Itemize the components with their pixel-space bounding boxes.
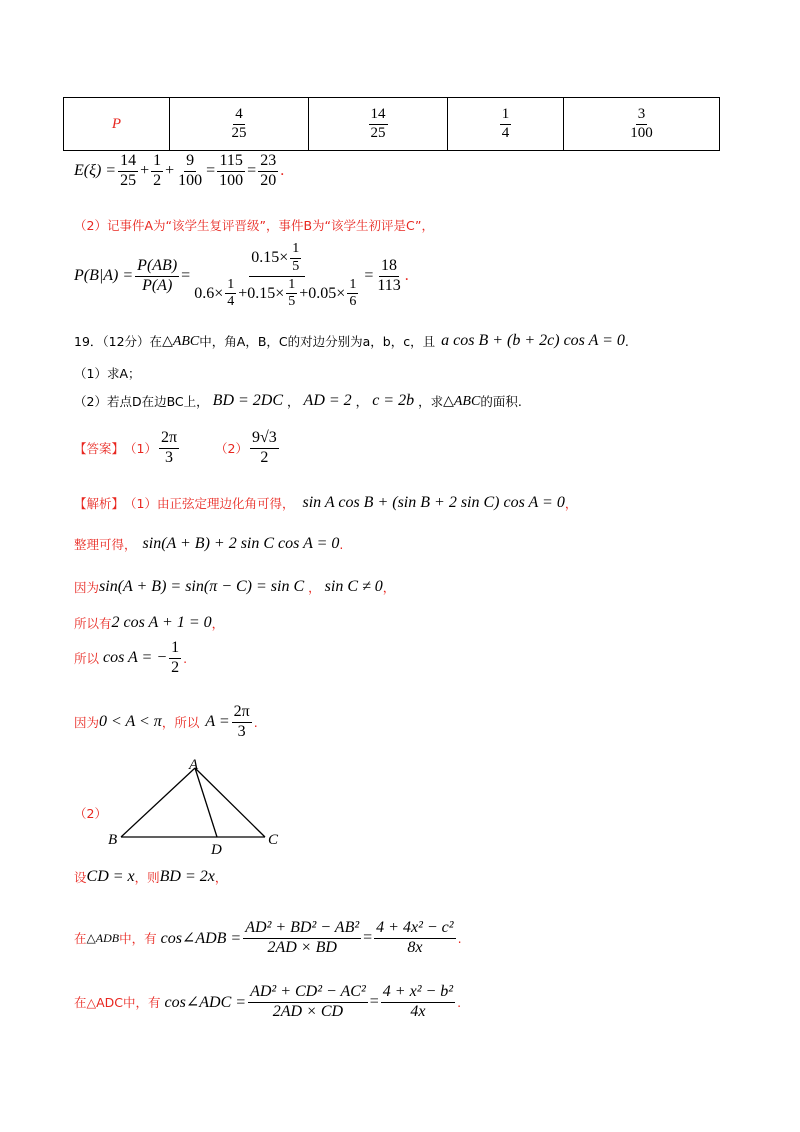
vertex-b-label: B	[108, 832, 118, 848]
distribution-table	[63, 97, 720, 151]
table-row	[64, 98, 720, 151]
question-19-stem: 19．（12分）在 △ABC 中，角A，B，C的对边分别为a，b，c，且 a cos B + (b + 2c) cos A = 0 .	[74, 332, 629, 349]
table-cell: $\frac{4}{25}$	[170, 98, 309, 151]
conditional-probability-formula: P(B|A) = $\frac{P(AB)}{P(A)}$ = 0.15× $\frac{1}{5}$ 0.6× $\frac{1}{4}$ +0.15× $\frac{1}{5}$ +0.05× $\frac{1}{6}$ = $\frac{18}{113}$ .	[74, 241, 409, 310]
question-19-part2: （2）若点D在边BC上， BD = 2DC ， AD = 2 ， c = 2b ，求 △ABC 的面积.	[74, 392, 522, 409]
expectation-formula: E(ξ) = $\frac{14}{25}$ + $\frac{1}{2}$ + $\frac{9}{100}$ = $\frac{115}{100}$ = $\frac{23}{20}$ .	[74, 151, 285, 189]
solution-line-3: 因为 sin(A + B) = sin(π − C) = sin C ， sin C ≠ 0 ，	[74, 578, 396, 595]
point-d-label: D	[211, 842, 222, 855]
solution-line-7: 设 CD = x ，则 BD = 2x ，	[74, 868, 228, 885]
solution-line-2: 整理可得， sin(A + B) + 2 sin C cos A = 0 .	[74, 535, 344, 552]
row-label: P	[64, 98, 170, 151]
answer-line: 【答案】 （1） $\frac{2\pi}{3}$ （2） $\frac{9√3}{2}$	[74, 428, 277, 466]
solution-line-5: 所以 cos A = − $\frac{1}{2}$ .	[74, 638, 188, 676]
triangle-figure	[100, 755, 300, 855]
table-cell: $\frac{3}{100}$	[564, 98, 720, 151]
solution-line-6: 因为 0 < A < π ，所以 A = $\frac{2\pi}{3}$ .	[74, 702, 258, 740]
table-cell: $\frac{14}{25}$	[309, 98, 448, 151]
solution-line-8: 在 △ADB 中，有 cos∠ADB = $\frac{\text{AD² + BD² − AB²}}{2AD \times BD}$ = $\frac{\text{4 + 4x² − c²}}{8x}$ .	[74, 918, 462, 956]
solution-line-4: 所以有 2 cos A + 1 = 0 ，	[74, 614, 225, 631]
solution-line-9: 在△ADC中，有 cos∠ADC = $\frac{\text{AD² + CD² − AC²}}{2AD \times CD}$ = $\frac{\text{4 + x² − b²}}{4x}$ .	[74, 982, 462, 1020]
part2-event-text: （2）记事件A为“该学生复评晋级”，事件B为“该学生初评是C”，	[74, 218, 434, 233]
question-19-part1: （1）求A；	[74, 366, 141, 381]
table-cell: $\frac{1}{4}$	[448, 98, 564, 151]
part2-label: （2）	[74, 806, 107, 821]
solution-line-1: 【解析】 （1）由正弦定理边化角可得， sin A cos B + (sin B + 2 sin C) cos A = 0 ，	[74, 494, 578, 511]
vertex-c-label: C	[268, 832, 279, 848]
vertex-a-label: A	[189, 757, 199, 773]
side-ab	[121, 768, 195, 837]
